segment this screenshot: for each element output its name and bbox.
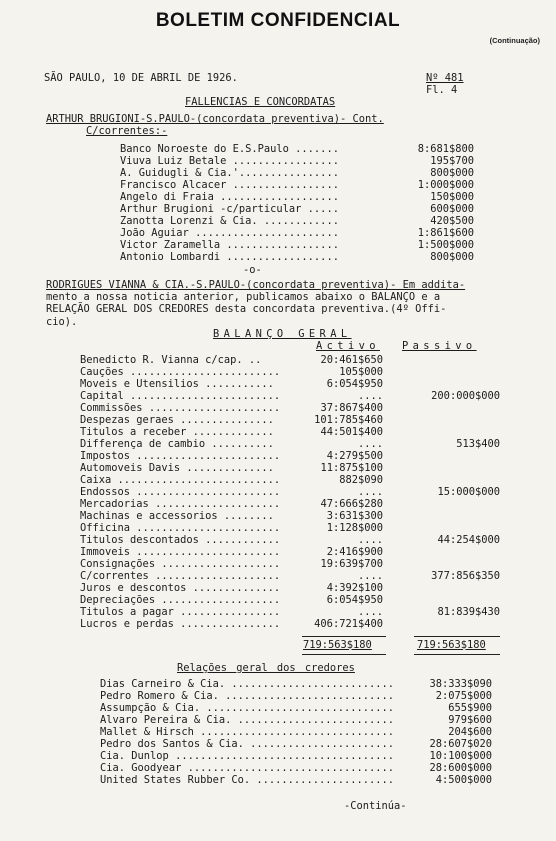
dateline: SÃO PAULO, 10 DE ABRIL DE 1926.: [44, 72, 238, 84]
active-value: 3:631$300: [326, 510, 383, 522]
creditors-title: Relações geral dos credores: [177, 662, 355, 674]
account-name: Mercadorias ....................: [80, 498, 281, 510]
account-name: Despezas geraes ...............: [80, 414, 274, 426]
list-item: Victor Zaramella .................. 1:500$000: [120, 239, 474, 251]
list-item: Francisco Alcacer ................. 1:000$000: [120, 179, 474, 191]
bulletin-number: Nº 481: [426, 72, 464, 84]
table-row: [80, 594, 500, 606]
table-row: [80, 414, 500, 426]
active-value: 1:128$000: [326, 522, 383, 534]
table-row: [80, 438, 500, 450]
list-item: Banco Noroeste do E.S.Paulo ....... 8:681$800: [120, 143, 474, 155]
active-value: 101:785$460: [314, 414, 383, 426]
passive-value: 44:254$000: [437, 534, 500, 546]
active-value: 37:867$400: [320, 402, 383, 414]
account-name: Moveis e Utensilios ...........: [80, 378, 274, 390]
table-row: [80, 390, 500, 402]
creditor-value: 4:500$000: [435, 774, 492, 786]
active-value: ....: [357, 438, 383, 450]
creditor-value: 204$600: [448, 726, 492, 738]
creditor-value: 28:600$000: [429, 762, 492, 774]
active-value: ....: [357, 570, 383, 582]
balance-col-passive: Passivo: [402, 340, 477, 352]
passive-value: 377:856$350: [431, 570, 500, 582]
continuation-label: (Continuação): [489, 36, 540, 45]
account-name: Machinas e accessorios ........: [80, 510, 274, 522]
account-name: Differença de cambio ..........: [80, 438, 274, 450]
list-item: João Aguiar ....................... 1:861$600: [120, 227, 474, 239]
account-name: Titulos a pagar ................: [80, 606, 281, 618]
active-value: ....: [357, 486, 383, 498]
list-item: A. Guidugli & Cia.'................ 800$000: [120, 167, 474, 179]
account-name: Commissões .....................: [80, 402, 281, 414]
passive-total-rule: [414, 654, 500, 655]
creditor-value: 979$600: [448, 714, 492, 726]
table-row: [100, 678, 492, 690]
creditor-name: Pedro Romero & Cia. ...........................: [100, 690, 395, 702]
sheet-number: Fl. 4: [426, 84, 458, 96]
creditor-name: Dias Carneiro & Cia. ..........................: [100, 678, 395, 690]
table-row: [80, 426, 500, 438]
case2-line: cio).: [46, 315, 78, 328]
account-name: Titulos a receber .............: [80, 426, 274, 438]
table-row: [80, 486, 500, 498]
creditor-name: Pedro dos Santos & Cia. .......................: [100, 738, 395, 750]
creditor-value: 28:607$020: [429, 738, 492, 750]
creditor-name: Assumpção & Cia. ..............................: [100, 702, 395, 714]
active-value: ....: [357, 606, 383, 618]
table-row: [100, 774, 492, 786]
table-row: [80, 498, 500, 510]
passive-value: 81:839$430: [437, 606, 500, 618]
account-name: Cauções ........................: [80, 366, 281, 378]
passive-sum-rule: [414, 636, 500, 637]
table-row: [80, 450, 500, 462]
creditor-value: 38:333$090: [429, 678, 492, 690]
creditor-name: Cia. Goodyear .................................: [100, 762, 395, 774]
case2-line: RELAÇÃO GERAL DOS CREDORES desta concordata preventiva.(4º Offi-: [46, 303, 447, 316]
active-value: 4:279$500: [326, 450, 383, 462]
case1-line: ARTHUR BRUGIONI-S.PAULO-(concordata preventiva)- Cont.: [46, 113, 384, 125]
active-value: 882$090: [339, 474, 383, 486]
account-name: Impostos .......................: [80, 450, 281, 462]
passive-value: 15:000$000: [437, 486, 500, 498]
table-row: [80, 378, 500, 390]
case1-sublabel: C/correntes:-: [86, 125, 168, 137]
account-name: Titulos descontados ............: [80, 534, 281, 546]
separator-mark: -o-: [243, 264, 262, 276]
table-row: [100, 762, 492, 774]
case1-heading: [46, 113, 384, 125]
list-item: Antonio Lombardi .................. 800$000: [120, 251, 474, 263]
passive-value: 513$400: [456, 438, 500, 450]
active-value: 406:721$400: [314, 618, 383, 630]
table-row: [80, 462, 500, 474]
passive-value: 200:000$000: [431, 390, 500, 402]
active-value: 44:501$400: [320, 426, 383, 438]
continues-label: -Continúa-: [344, 800, 407, 812]
table-row: [80, 510, 500, 522]
table-row: [100, 702, 492, 714]
creditor-name: Cia. Dunlop ...................................: [100, 750, 395, 762]
account-name: Endossos .......................: [80, 486, 281, 498]
table-row: [80, 606, 500, 618]
table-row: [80, 618, 500, 630]
table-row: [80, 402, 500, 414]
total-passive: 719:563$180: [417, 639, 486, 651]
list-item: Viuva Luiz Betale ................. 195$700: [120, 155, 474, 167]
active-value: 11:875$100: [320, 462, 383, 474]
account-name: Caixa ..........................: [80, 474, 281, 486]
case2-line: RODRIGUES VIANNA & CIA.-S.PAULO-(concordata preventiva)- Em additа-: [46, 279, 466, 291]
table-row: [100, 714, 492, 726]
account-name: Immoveis .......................: [80, 546, 281, 558]
active-value: ....: [357, 390, 383, 402]
account-name: Juros e descontos ..............: [80, 582, 281, 594]
list-item: Angelo di Fraia ................... 150$000: [120, 191, 474, 203]
table-row: [80, 558, 500, 570]
table-row: [80, 354, 500, 366]
table-row: [100, 690, 492, 702]
balance-title: BALANÇO GERAL: [213, 328, 352, 340]
active-total-rule: [302, 654, 386, 655]
table-row: [100, 750, 492, 762]
account-name: Capital ........................: [80, 390, 281, 402]
creditor-name: United States Rubber Co. ......................: [100, 774, 395, 786]
table-row: [80, 570, 500, 582]
active-value: 47:666$280: [320, 498, 383, 510]
case2-paragraph: [46, 279, 465, 328]
total-active: 719:563$180: [303, 639, 372, 651]
creditor-value: 10:100$000: [429, 750, 492, 762]
creditor-name: Mallet & Hirsch ...............................: [100, 726, 395, 738]
table-row: [80, 546, 500, 558]
active-value: ....: [357, 534, 383, 546]
bulletin-title: BOLETIM CONFIDENCIAL: [155, 10, 401, 31]
table-row: [80, 582, 500, 594]
active-value: 20:461$650: [320, 354, 383, 366]
active-value: 6:054$950: [326, 378, 383, 390]
active-value: 2:416$900: [326, 546, 383, 558]
table-row: [100, 738, 492, 750]
creditor-value: 2:075$000: [435, 690, 492, 702]
active-sum-rule: [302, 636, 386, 637]
creditor-value: 655$900: [448, 702, 492, 714]
case2-line: mento a nossa noticia anterior, publicamos abaixo o BALANÇO e a: [46, 291, 441, 304]
account-name: Consignações ...................: [80, 558, 281, 570]
table-row: [80, 474, 500, 486]
account-name: Depreciações ...................: [80, 594, 281, 606]
active-value: 4:392$100: [326, 582, 383, 594]
table-row: [100, 726, 492, 738]
account-name: Officina .......................: [80, 522, 281, 534]
balance-col-active: Activo: [316, 340, 380, 352]
active-value: 6:054$950: [326, 594, 383, 606]
account-name: Lucros e perdas ................: [80, 618, 281, 630]
active-value: 19:639$700: [320, 558, 383, 570]
account-name: Benedicto R. Vianna c/cap. ..: [80, 354, 262, 366]
account-name: C/correntes ....................: [80, 570, 281, 582]
table-row: [80, 366, 500, 378]
account-name: Automoveis Davis ..............: [80, 462, 274, 474]
active-value: 105$000: [339, 366, 383, 378]
table-row: [80, 534, 500, 546]
list-item: Arthur Brugioni -c/particular ..... 600$000: [120, 203, 474, 215]
section-heading: FALLENCIAS E CONCORDATAS: [185, 96, 336, 108]
list-item: Zanotta Lorenzi & Cia. ............ 420$500: [120, 215, 474, 227]
table-row: [80, 522, 500, 534]
creditor-name: Alvaro Pereira & Cia. .........................: [100, 714, 395, 726]
